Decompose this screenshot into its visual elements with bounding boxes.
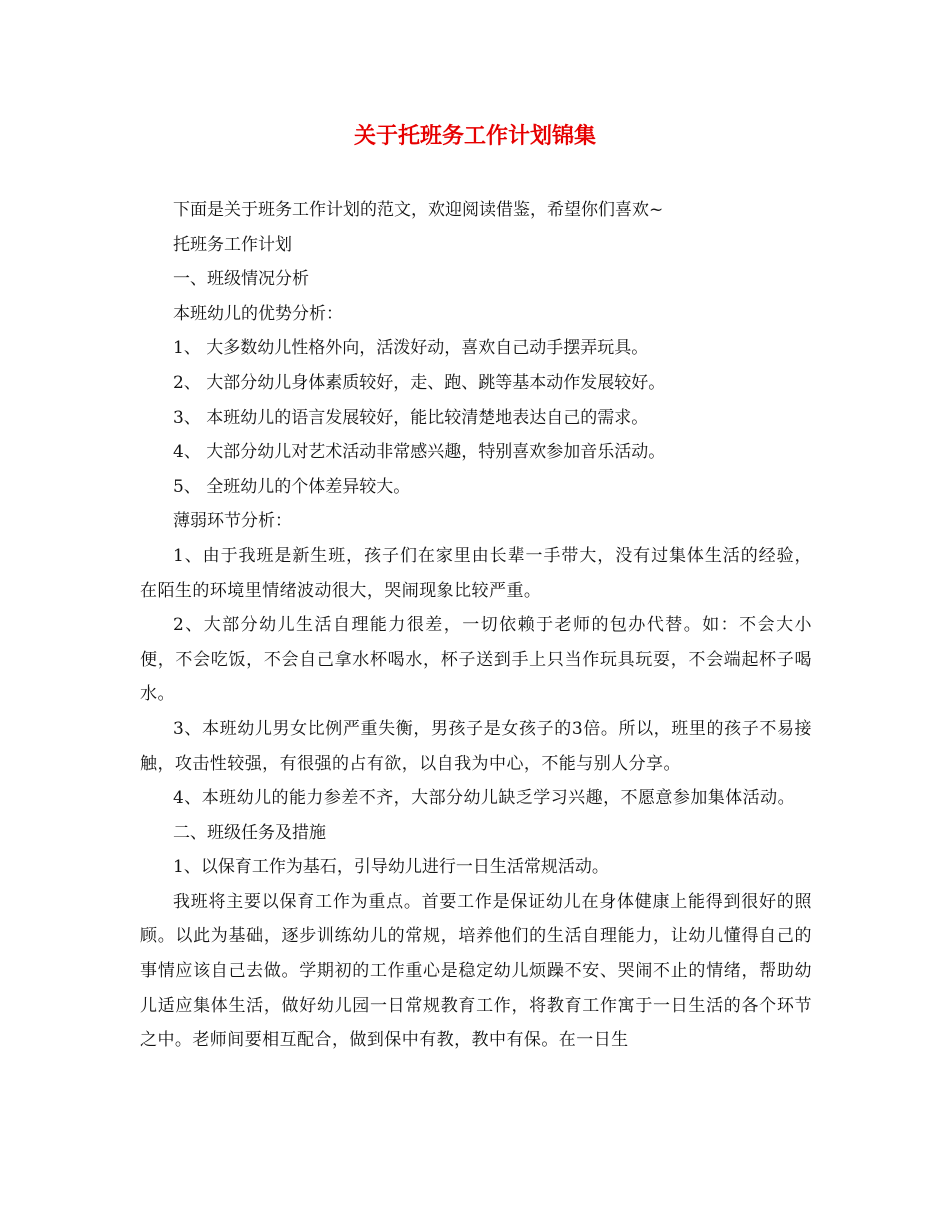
strength-item: 3、 本班幼儿的语言发展较好，能比较清楚地表达自己的需求。: [173, 407, 649, 428]
intro-line: 下面是关于班务工作计划的范文，欢迎阅读借鉴，希望你们喜欢~: [173, 200, 664, 220]
section-heading: 一、班级情况分析: [173, 269, 309, 290]
task-heading: 1、以保育工作为基石，引导幼儿进行一日生活常规活动。: [173, 857, 609, 878]
strengths-heading: 本班幼儿的优势分析：: [173, 303, 343, 324]
weakness-paragraph: 3、本班幼儿男女比例严重失衡，男孩子是女孩子的3倍。所以，班里的孩子不易接触，攻击性较强，有很强的占有欲，以自我为中心，不能与别人分享。: [140, 718, 812, 774]
subtitle-line: 托班务工作计划: [173, 234, 292, 255]
document-body: [140, 193, 812, 1058]
strength-item: 1、 大多数幼儿性格外向，活泼好动，喜欢自己动手摆弄玩具。: [173, 338, 649, 359]
strength-item: 2、 大部分幼儿身体素质较好，走、跑、跳等基本动作发展较好。: [173, 372, 666, 393]
task-paragraph: 我班将主要以保育工作为重点。首要工作是保证幼儿在身体健康上能得到很好的照顾。以此为基础，逐步训练幼儿的常规，培养他们的生活自理能力，让幼儿懂得自己的事情应该自己去做。学期初的工作重心是稳定幼儿烦躁不安、哭闹不止的情绪，帮助幼儿适应集体生活，做好幼儿园一日常规教育工作，将教育工作寓于一日生活的各个环节之中。老师间要相互配合，做到保中有教，教中有保。在一日生: [140, 891, 812, 1051]
weakness-paragraph: 1、由于我班是新生班，孩子们在家里由长辈一手带大，没有过集体生活的经验，在陌生的环境里情绪波动很大，哭闹现象比较严重。: [140, 545, 812, 601]
strength-item: 4、 大部分幼儿对艺术活动非常感兴趣，特别喜欢参加音乐活动。: [173, 442, 666, 463]
weakness-paragraph: 4、本班幼儿的能力参差不齐，大部分幼儿缺乏学习兴趣，不愿意参加集体活动。: [173, 788, 796, 809]
weakness-heading: 薄弱环节分析：: [173, 511, 292, 532]
section-heading: 二、班级任务及措施: [173, 822, 326, 843]
weakness-paragraph: 2、大部分幼儿生活自理能力很差，一切依赖于老师的包办代替。如：不会大小便，不会吃饭，不会自己拿水杯喝水，杯子送到手上只当作玩具玩耍，不会端起杯子喝水。: [140, 615, 812, 705]
document-title: 关于托班务工作计划锦集: [353, 123, 596, 149]
strength-item: 5、 全班幼儿的个体差异较大。: [173, 476, 411, 497]
